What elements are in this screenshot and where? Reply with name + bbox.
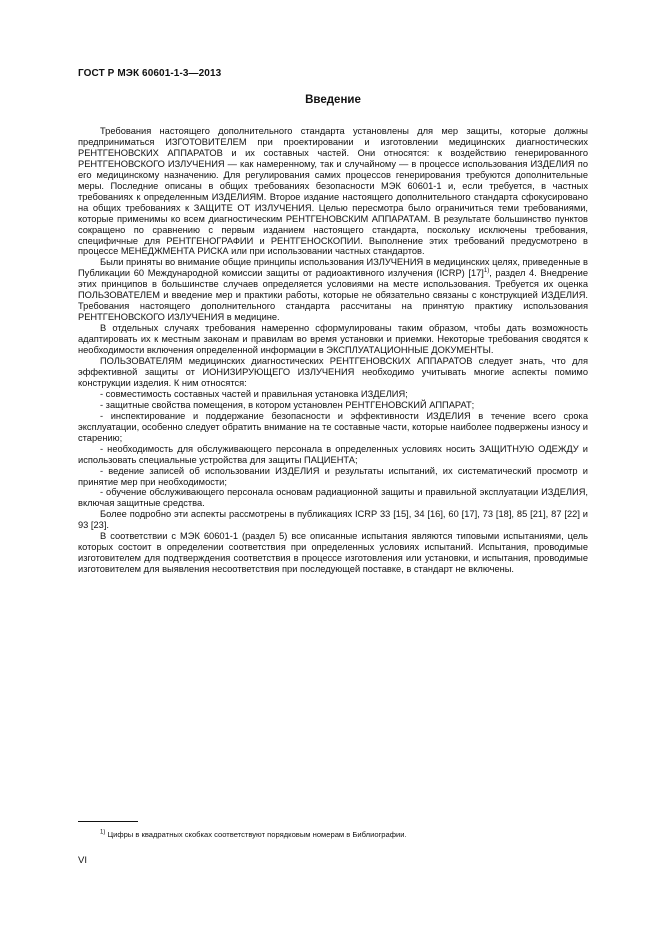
section-title: Введение: [305, 94, 361, 106]
list-item: - необходимость для обслуживающего персонала в определенных условиях носить ЗАЩИТНУЮ ОДЕЖДУ и использовать специальные устройства для защиты ПАЦИЕНТА;: [78, 443, 588, 465]
list-item: - обучение обслуживающего персонала основам радиационной защиты и правильной эксплуатации ИЗДЕЛИЯ, включая защитные средства.: [78, 487, 588, 509]
paragraph-icrp-text-start: Были приняты во внимание общие принципы использования ИЗЛУЧЕНИЯ в медицинских целях, приведенные в Публикации 60 Международной комиссии защиты от радиоактивного излучения (ICRP) [17]: [78, 257, 588, 279]
footnote: [100, 830, 590, 840]
paragraph-user-aspects: ПОЛЬЗОВАТЕЛЯМ медицинских диагностических РЕНТГЕНОВСКИХ АППАРАТОВ следует знать, что для эффективной защиты от ИОНИЗИРУЮЩЕГО ИЗЛУЧЕНИЯ необходимо учитывать многие аспекты помимо конструкции изделия. К ним относятся:: [78, 356, 588, 388]
list-item: - инспектирование и поддержание безопасности и эффективности ИЗДЕЛИЯ в течение всего срока эксплуатации, особенно следует обратить внимание на те составные части, которые наиболее подвержены износу и старению;: [78, 410, 588, 443]
footnote-reference: 1): [483, 268, 490, 275]
footnote-marker: 1): [100, 829, 106, 836]
paragraph-type-tests: В соответствии с МЭК 60601-1 (раздел 5) все описанные испытания являются типовыми испытаниями, цель которых состоит в определении соответствия при определенных условиях испытаний. Испытания, проводимые изготовителем для подтверждения соответствия в процессе изготовления или установки, и испытания, проводимые изготовителем для выявления несоответствия при последующей поставке, в стандарт не включены.: [78, 531, 588, 575]
paragraph-icrp-references: Более подробно эти аспекты рассмотрены в публикациях ICRP 33 [15], 34 [16], 60 [17], 73 [18], 85 [21], 87 [22] и 93 [23].: [78, 509, 588, 531]
paragraph-icrp-principles: [78, 257, 588, 323]
list-item: - ведение записей об использовании ИЗДЕЛИЯ и результаты испытаний, их систематический просмотр и принятие мер при необходимости;: [78, 465, 588, 487]
paragraph-local-adaptation: В отдельных случаях требования намеренно сформулированы таким образом, чтобы дать возможность адаптировать их к местным законам и правилам во время установки и приемки. Некоторые требования сводятся к необходимости включения определенной информации в ЭКСПЛУАТАЦИОННЫЕ ДОКУМЕНТЫ.: [78, 323, 588, 356]
list-item: - защитные свойства помещения, в котором установлен РЕНТГЕНОВСКИЙ АППАРАТ;: [100, 399, 475, 410]
paragraph-icrp-text-end: , раздел 4. Внедрение этих принципов в большинстве случаев определяется условиями на месте использования. Требуется их оценка ПОЛЬЗОВАТЕЛЕМ и введение мер и практики работы, которые не обязательно связаны с конструкцией ИЗДЕЛИЯ. Требования настоящего дополнительного стандарта рассчитаны на принятую практику использования РЕНТГЕНОВСКОГО ИЗЛУЧЕНИЯ в медицине.: [78, 268, 588, 323]
document-header: ГОСТ Р МЭК 60601-1-3—2013: [78, 68, 222, 79]
list-item: - совместимость составных частей и правильная установка ИЗДЕЛИЯ;: [100, 388, 408, 399]
document-body: [78, 126, 588, 575]
page-number: VI: [78, 855, 87, 866]
paragraph-requirements-scope: Требования настоящего дополнительного стандарта установлены для мер защиты, которые должны предприниматься ИЗГОТОВИТЕЛЕМ при проектировании и изготовлении медицинских диагностических РЕНТГЕНОВСКИХ АППАРАТОВ и их составных частей. Они относятся: к воздействию генерированного РЕНТГЕНОВСКОГО ИЗЛУЧЕНИЯ — как намеренному, так и случайному — в процессе использования ИЗДЕЛИЯ по его медицинскому назначению. Для регулирования самих процессов генерирования требуются дополнительные меры. Последние описаны в общих требованиях безопасности МЭК 60601-1 и, если требуется, в частных требованиях к определенным ИЗДЕЛИЯМ. Второе издание настоящего дополнительного стандарта сфокусировано на общих требованиях к ЗАЩИТЕ ОТ ИЗЛУЧЕНИЯ. Целью пересмотра было ограничиться теми требованиями, которые применимы ко всем диагностическим РЕНТГЕНОВСКИМ АППАРАТАМ. В результате большинство пунктов сокращено по сравнению с первым изданием настоящего стандарта, поскольку исключены требования, специфичные для РЕНТГЕНОГРАФИИ и РЕНТГЕНОСКОПИИ. Выполнение этих требований предусмотрено в процессе МЕНЕДЖМЕНТА РИСКА или при использовании частных стандартов.: [78, 126, 588, 257]
footnote-text: Цифры в квадратных скобках соответствуют порядковым номерам в Библиографии.: [107, 830, 407, 839]
footnote-divider: [78, 821, 138, 822]
